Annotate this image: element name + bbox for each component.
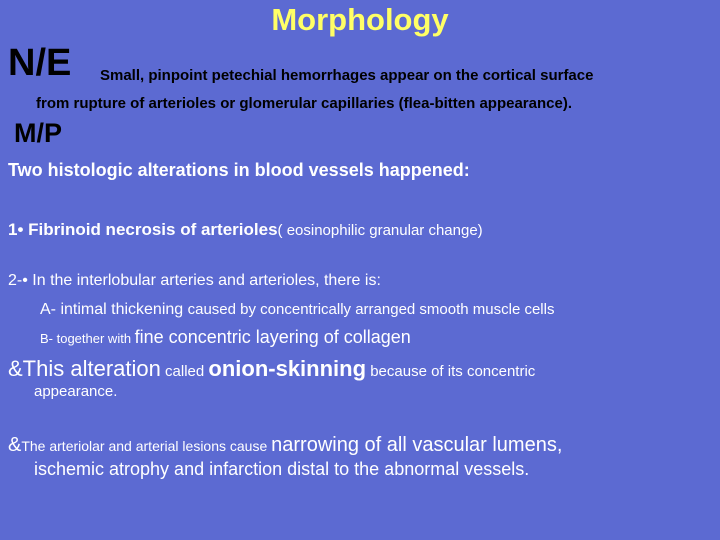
mp-heading: M/P xyxy=(14,118,63,148)
point-1-note: ( eosinophilic granular change) xyxy=(277,222,483,239)
point-2: 2-• In the interlobular arteries and arterioles, there is: xyxy=(8,272,381,289)
point-1-bold: 1• Fibrinoid necrosis of arterioles xyxy=(8,220,278,239)
point-2a-main: A- intimal thickening xyxy=(40,301,188,318)
point-3-continuation: appearance. xyxy=(34,383,118,400)
page-title: Morphology xyxy=(271,2,449,37)
point-1 xyxy=(8,220,483,240)
point-2b-small: B- together with xyxy=(40,331,135,346)
point-2b xyxy=(40,327,411,348)
point-3-bold: onion-skinning xyxy=(208,356,367,381)
ne-text-line2-main: from rupture of arterioles or glomerular capillaries xyxy=(36,95,399,112)
point-2a xyxy=(40,301,554,319)
ne-text-line1: Small, pinpoint petechial hemorrhages appear on the cortical surface xyxy=(100,67,594,84)
point-2a-rest: caused by concentrically arranged smooth muscle cells xyxy=(187,301,555,318)
point-4-amp: & xyxy=(8,434,22,456)
point-3 xyxy=(8,356,535,382)
point-4-main: narrowing of all vascular lumens, xyxy=(271,434,563,456)
point-4-small: The arteriolar and arterial lesions cause xyxy=(21,438,272,454)
ne-text-line2 xyxy=(36,95,572,112)
point-2b-main: fine concentric layering of collagen xyxy=(134,327,411,347)
ne-text-line2-paren: (flea-bitten appearance). xyxy=(398,95,572,112)
point-4 xyxy=(8,434,562,457)
point-4-continuation: ischemic atrophy and infarction distal to the abnormal vessels. xyxy=(34,459,530,479)
point-3-main: &This alteration xyxy=(8,356,161,381)
point-3-rest: because of its concentric xyxy=(366,363,536,380)
ne-heading: N/E xyxy=(8,42,72,84)
mp-intro: Two histologic alterations in blood vessels happened: xyxy=(8,160,470,180)
point-3-small: called xyxy=(160,363,209,380)
